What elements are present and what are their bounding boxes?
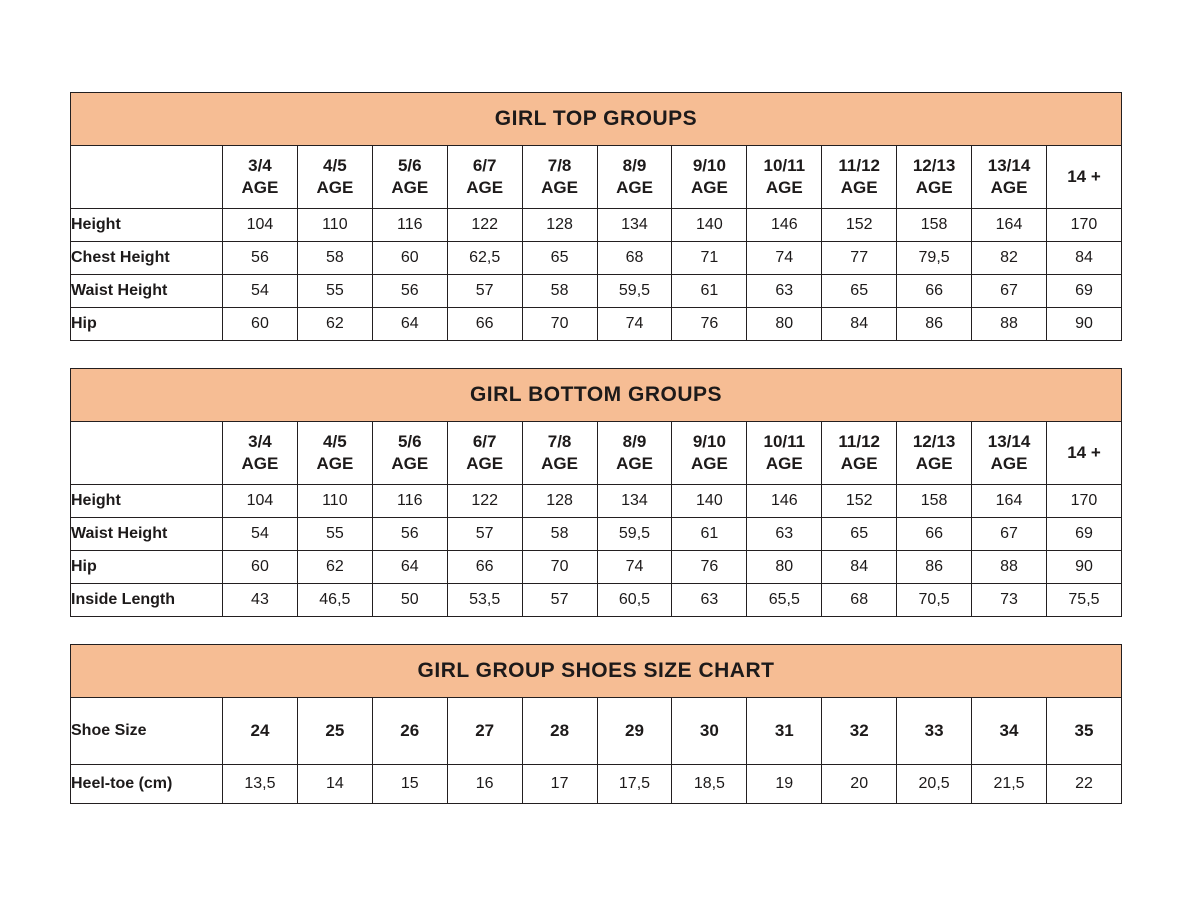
value-cell: 68 <box>822 584 897 617</box>
age-header-cell <box>822 422 897 485</box>
value-cell: 59,5 <box>597 518 672 551</box>
value-cell: 74 <box>747 242 822 275</box>
table-body <box>71 422 1122 617</box>
value-cell: 65 <box>522 242 597 275</box>
value-cell: 69 <box>1046 518 1121 551</box>
age-header-line: 3/4 <box>248 155 272 175</box>
girl-shoes-size-table <box>70 644 1122 804</box>
value-cell: 63 <box>747 275 822 308</box>
table-body <box>71 698 1122 804</box>
table-row <box>71 242 1122 275</box>
age-header-cell <box>297 146 372 209</box>
age-header-line: 7/8 <box>547 431 572 451</box>
age-header-line: 10/11 <box>763 431 806 451</box>
value-cell: 26 <box>372 698 447 765</box>
value-cell: 86 <box>897 308 972 341</box>
value-cell: 128 <box>522 209 597 242</box>
value-cell: 170 <box>1046 485 1121 518</box>
age-header-line: AGE <box>241 454 279 473</box>
value-cell: 84 <box>1046 242 1121 275</box>
age-header-line: 12/13 <box>912 155 956 175</box>
value-cell: 14 <box>297 765 372 804</box>
age-header-cell <box>1046 422 1121 485</box>
table-row <box>71 275 1122 308</box>
age-header-cell <box>597 422 672 485</box>
age-header-line: 5/6 <box>397 155 422 175</box>
age-header-cell <box>372 146 447 209</box>
value-cell: 82 <box>972 242 1047 275</box>
value-cell: 27 <box>447 698 522 765</box>
value-cell: 57 <box>522 584 597 617</box>
value-cell: 62,5 <box>447 242 522 275</box>
value-cell: 122 <box>447 209 522 242</box>
age-header-line: 4/5 <box>323 155 347 175</box>
row-label: Waist Height <box>71 518 223 551</box>
age-header-line: AGE <box>541 454 578 473</box>
age-header-line: 10/11 <box>763 155 806 175</box>
value-cell: 56 <box>372 275 447 308</box>
age-header-line: 7/8 <box>547 155 572 175</box>
table-title-row <box>71 369 1122 422</box>
row-label: Heel-toe (cm) <box>71 765 223 804</box>
age-header-cell <box>297 422 372 485</box>
age-header-line: AGE <box>765 454 803 473</box>
age-header-line: 11/12 <box>838 431 880 451</box>
value-cell: 64 <box>372 308 447 341</box>
value-cell: 62 <box>297 551 372 584</box>
age-header-line: AGE <box>915 454 953 473</box>
value-cell: 67 <box>972 518 1047 551</box>
value-cell: 22 <box>1046 765 1121 804</box>
age-header-cell <box>972 422 1047 485</box>
age-header-line: AGE <box>241 178 279 197</box>
row-label: Waist Height <box>71 275 223 308</box>
value-cell: 54 <box>223 518 298 551</box>
age-header-line: 6/7 <box>472 155 497 175</box>
value-cell: 53,5 <box>447 584 522 617</box>
value-cell: 128 <box>522 485 597 518</box>
value-cell: 32 <box>822 698 897 765</box>
age-header-cell <box>372 422 447 485</box>
value-cell: 134 <box>597 485 672 518</box>
age-header-cell <box>447 146 522 209</box>
age-header-cell <box>672 422 747 485</box>
age-header-line: 8/9 <box>622 431 647 451</box>
value-cell: 61 <box>672 518 747 551</box>
table-row <box>71 765 1122 804</box>
value-cell: 140 <box>672 485 747 518</box>
age-header-line: AGE <box>765 178 803 197</box>
value-cell: 70,5 <box>897 584 972 617</box>
value-cell: 74 <box>597 308 672 341</box>
value-cell: 62 <box>297 308 372 341</box>
girl-bottom-groups-table <box>70 368 1122 617</box>
value-cell: 35 <box>1046 698 1121 765</box>
value-cell: 104 <box>223 209 298 242</box>
age-header-cell <box>822 146 897 209</box>
value-cell: 16 <box>447 765 522 804</box>
value-cell: 140 <box>672 209 747 242</box>
table-row <box>71 698 1122 765</box>
value-cell: 110 <box>297 209 372 242</box>
value-cell: 73 <box>972 584 1047 617</box>
age-header-cell <box>747 146 822 209</box>
value-cell: 46,5 <box>297 584 372 617</box>
age-header-line: AGE <box>690 454 728 473</box>
table-row <box>71 209 1122 242</box>
value-cell: 18,5 <box>672 765 747 804</box>
age-header-line: AGE <box>316 178 354 197</box>
age-header-cell <box>1046 146 1121 209</box>
age-header-cell <box>972 146 1047 209</box>
value-cell: 88 <box>972 308 1047 341</box>
value-cell: 17 <box>522 765 597 804</box>
age-header-line: 4/5 <box>323 431 347 451</box>
age-header-line: AGE <box>391 454 429 473</box>
age-header-line: AGE <box>990 178 1028 197</box>
table-row <box>71 518 1122 551</box>
value-cell: 55 <box>297 518 372 551</box>
value-cell: 65,5 <box>747 584 822 617</box>
value-cell: 86 <box>897 551 972 584</box>
value-cell: 58 <box>522 275 597 308</box>
age-header-line: AGE <box>391 178 429 197</box>
value-cell: 80 <box>747 308 822 341</box>
table-title: GIRL BOTTOM GROUPS <box>71 369 1122 422</box>
value-cell: 29 <box>597 698 672 765</box>
value-cell: 70 <box>522 551 597 584</box>
value-cell: 59,5 <box>597 275 672 308</box>
value-cell: 31 <box>747 698 822 765</box>
value-cell: 158 <box>897 485 972 518</box>
value-cell: 54 <box>223 275 298 308</box>
row-label: Shoe Size <box>71 698 223 765</box>
row-label: Hip <box>71 308 223 341</box>
age-header-cell <box>447 422 522 485</box>
value-cell: 30 <box>672 698 747 765</box>
age-header-line: AGE <box>616 454 653 473</box>
value-cell: 13,5 <box>223 765 298 804</box>
age-header-line: 8/9 <box>622 155 647 175</box>
age-header-line: 9/10 <box>692 431 726 451</box>
value-cell: 66 <box>897 275 972 308</box>
value-cell: 19 <box>747 765 822 804</box>
value-cell: 43 <box>223 584 298 617</box>
value-cell: 60 <box>223 551 298 584</box>
value-cell: 66 <box>897 518 972 551</box>
value-cell: 76 <box>672 551 747 584</box>
value-cell: 65 <box>822 275 897 308</box>
value-cell: 15 <box>372 765 447 804</box>
value-cell: 170 <box>1046 209 1121 242</box>
value-cell: 68 <box>597 242 672 275</box>
value-cell: 158 <box>897 209 972 242</box>
age-header-line: AGE <box>616 178 653 197</box>
age-header-row <box>71 146 1122 209</box>
age-header-line: 13/14 <box>987 431 1031 451</box>
value-cell: 56 <box>223 242 298 275</box>
age-header-line: AGE <box>541 178 578 197</box>
value-cell: 84 <box>822 551 897 584</box>
value-cell: 17,5 <box>597 765 672 804</box>
table-body <box>71 146 1122 341</box>
age-header-line: 12/13 <box>912 431 956 451</box>
age-header-cell <box>672 146 747 209</box>
value-cell: 60 <box>372 242 447 275</box>
row-label: Height <box>71 209 223 242</box>
table-title: GIRL TOP GROUPS <box>71 93 1122 146</box>
value-cell: 164 <box>972 209 1047 242</box>
value-cell: 57 <box>447 518 522 551</box>
size-chart-page <box>70 0 1122 804</box>
age-header-line: 3/4 <box>248 431 272 451</box>
value-cell: 20,5 <box>897 765 972 804</box>
value-cell: 61 <box>672 275 747 308</box>
age-header-cell <box>897 146 972 209</box>
table-row <box>71 485 1122 518</box>
value-cell: 146 <box>747 485 822 518</box>
age-header-line: AGE <box>316 454 354 473</box>
table-title: GIRL GROUP SHOES SIZE CHART <box>71 645 1122 698</box>
value-cell: 55 <box>297 275 372 308</box>
value-cell: 90 <box>1046 551 1121 584</box>
table-title-row <box>71 645 1122 698</box>
age-header-line: 5/6 <box>397 431 422 451</box>
value-cell: 34 <box>972 698 1047 765</box>
age-header-row <box>71 422 1122 485</box>
girl-top-groups-table <box>70 92 1122 341</box>
value-cell: 20 <box>822 765 897 804</box>
age-header-line: 6/7 <box>472 431 497 451</box>
value-cell: 77 <box>822 242 897 275</box>
value-cell: 24 <box>223 698 298 765</box>
age-header-line: AGE <box>466 454 504 473</box>
girl-bottom-groups-grid <box>70 368 1122 617</box>
age-header-cell <box>223 146 298 209</box>
value-cell: 64 <box>372 551 447 584</box>
age-header-cell <box>522 146 597 209</box>
value-cell: 152 <box>822 485 897 518</box>
value-cell: 74 <box>597 551 672 584</box>
value-cell: 71 <box>672 242 747 275</box>
corner-empty-cell <box>71 422 223 485</box>
value-cell: 56 <box>372 518 447 551</box>
girl-top-groups-grid <box>70 92 1122 341</box>
age-header-cell <box>223 422 298 485</box>
age-header-cell <box>597 146 672 209</box>
age-header-line: 9/10 <box>692 155 726 175</box>
value-cell: 66 <box>447 551 522 584</box>
age-header-line: AGE <box>690 178 728 197</box>
row-label: Hip <box>71 551 223 584</box>
value-cell: 75,5 <box>1046 584 1121 617</box>
girl-shoes-size-grid <box>70 644 1122 804</box>
table-row <box>71 584 1122 617</box>
value-cell: 63 <box>672 584 747 617</box>
value-cell: 116 <box>372 209 447 242</box>
age-header-cell <box>747 422 822 485</box>
value-cell: 134 <box>597 209 672 242</box>
value-cell: 58 <box>297 242 372 275</box>
age-header-line: AGE <box>990 454 1028 473</box>
age-header-line: AGE <box>840 454 878 473</box>
table-row <box>71 308 1122 341</box>
row-label: Height <box>71 485 223 518</box>
value-cell: 67 <box>972 275 1047 308</box>
value-cell: 28 <box>522 698 597 765</box>
value-cell: 57 <box>447 275 522 308</box>
value-cell: 79,5 <box>897 242 972 275</box>
value-cell: 65 <box>822 518 897 551</box>
value-cell: 50 <box>372 584 447 617</box>
value-cell: 70 <box>522 308 597 341</box>
value-cell: 84 <box>822 308 897 341</box>
value-cell: 76 <box>672 308 747 341</box>
age-header-cell <box>897 422 972 485</box>
age-header-line: 11/12 <box>838 155 880 175</box>
age-header-line: AGE <box>840 178 878 197</box>
age-header-cell <box>522 422 597 485</box>
value-cell: 58 <box>522 518 597 551</box>
value-cell: 21,5 <box>972 765 1047 804</box>
value-cell: 88 <box>972 551 1047 584</box>
value-cell: 146 <box>747 209 822 242</box>
value-cell: 104 <box>223 485 298 518</box>
row-label: Inside Length <box>71 584 223 617</box>
value-cell: 152 <box>822 209 897 242</box>
age-header-line: 14 + <box>1067 442 1101 462</box>
value-cell: 66 <box>447 308 522 341</box>
table-title-row <box>71 93 1122 146</box>
value-cell: 164 <box>972 485 1047 518</box>
age-header-line: AGE <box>915 178 953 197</box>
value-cell: 69 <box>1046 275 1121 308</box>
value-cell: 110 <box>297 485 372 518</box>
value-cell: 90 <box>1046 308 1121 341</box>
age-header-line: 13/14 <box>987 155 1031 175</box>
value-cell: 33 <box>897 698 972 765</box>
value-cell: 60 <box>223 308 298 341</box>
age-header-line: AGE <box>466 178 504 197</box>
value-cell: 63 <box>747 518 822 551</box>
table-row <box>71 551 1122 584</box>
value-cell: 116 <box>372 485 447 518</box>
value-cell: 80 <box>747 551 822 584</box>
corner-empty-cell <box>71 146 223 209</box>
value-cell: 60,5 <box>597 584 672 617</box>
row-label: Chest Height <box>71 242 223 275</box>
value-cell: 122 <box>447 485 522 518</box>
age-header-line: 14 + <box>1067 166 1101 186</box>
value-cell: 25 <box>297 698 372 765</box>
